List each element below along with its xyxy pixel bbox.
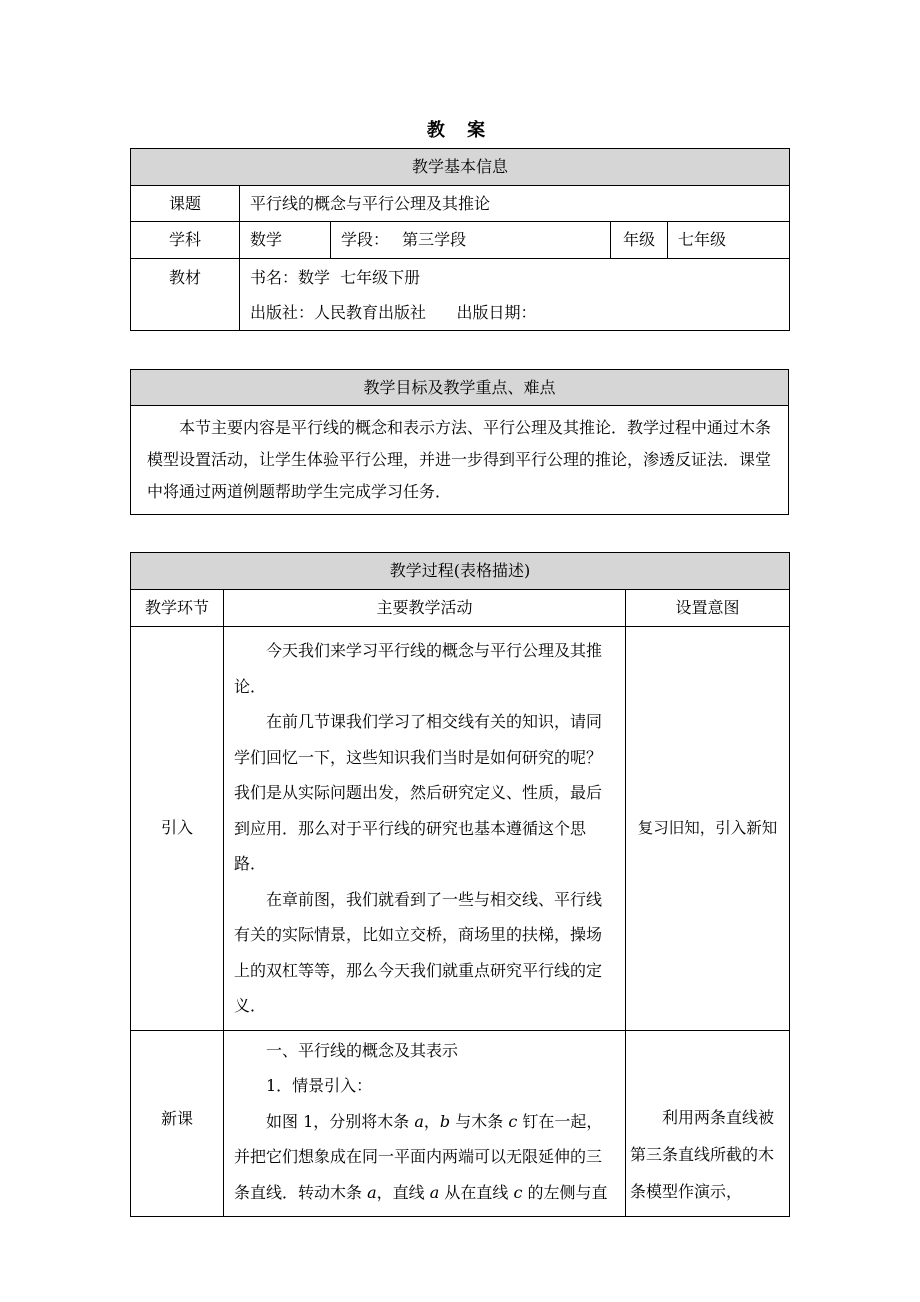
activity-intro — [224, 627, 626, 1031]
new-lesson-line-2: 1．情景引入： — [266, 1076, 373, 1095]
textbook-cell — [240, 259, 790, 331]
process-table — [130, 552, 790, 1217]
new-lesson-paragraph-3: 如图 1，分别将木条 a，b 与木条 c 钉在一起，并把它们想象成在同一平面内两端可以无限延伸的三条直线．转动木条 a，直线 a 从在直线 c 的左侧与直 — [234, 1111, 608, 1202]
topic-value: 平行线的概念与平行公理及其推论 — [240, 186, 790, 222]
stage-label: 学段： — [341, 230, 390, 249]
page-title: 教 案 — [426, 120, 494, 141]
new-lesson-line-1: 一、平行线的概念及其表示 — [266, 1040, 459, 1060]
stage-new-lesson: 新课 — [131, 1030, 224, 1217]
process-header: 教学过程(表格描述) — [131, 553, 790, 590]
textbook-label: 教材 — [131, 259, 240, 331]
publisher-line: 出版社：人民教育出版社 出版日期： — [250, 302, 537, 322]
goals-text: 本节主要内容是平行线的概念和表示方法、平行公理及其推论．教学过程中通过木条模型设置活动，让学生体验平行公理，并进一步得到平行公理的推论，渗透反证法．课堂中将通过两道例题帮助学生完成学习任务． — [131, 406, 789, 515]
intent-new-lesson — [626, 1030, 790, 1217]
col-activity-header: 主要教学活动 — [224, 590, 626, 627]
intent-new-lesson-text: 利用两条直线被第三条直线所截的木条模型作演示， — [630, 1107, 775, 1201]
stage-intro: 引入 — [131, 627, 224, 1031]
goals-table — [130, 369, 789, 515]
intro-paragraph-1: 今天我们来学习平行线的概念与平行公理及其推论． — [234, 641, 603, 696]
grade-value: 七年级 — [668, 222, 790, 259]
goals-header: 教学目标及教学重点、难点 — [131, 370, 789, 406]
subject-value: 数学 — [240, 222, 331, 259]
grade-label: 年级 — [611, 222, 668, 259]
stage-cell — [331, 222, 611, 259]
stage-value: 第三学段 — [402, 230, 467, 249]
book-line: 书名：数学 七年级下册 — [250, 267, 421, 287]
col-intent-header: 设置意图 — [626, 590, 790, 627]
intro-paragraph-3: 在章前图，我们就看到了一些与相交线、平行线有关的实际情景，比如立交桥，商场里的扶梯，操场上的双杠等等，那么今天我们就重点研究平行线的定义． — [234, 889, 603, 1015]
basic-info-table — [130, 148, 790, 331]
intent-intro: 复习旧知，引入新知 — [626, 627, 790, 1031]
activity-new-lesson — [224, 1030, 626, 1217]
subject-label: 学科 — [131, 222, 240, 259]
col-stage-header: 教学环节 — [131, 590, 224, 627]
intro-paragraph-2: 在前几节课我们学习了相交线有关的知识，请同学们回忆一下，这些知识我们当时是如何研究的呢？我们是从实际问题出发，然后研究定义、性质，最后到应用．那么对于平行线的研究也基本遵循这个思路． — [234, 712, 603, 873]
basic-info-header: 教学基本信息 — [131, 149, 790, 186]
topic-label: 课题 — [131, 186, 240, 222]
